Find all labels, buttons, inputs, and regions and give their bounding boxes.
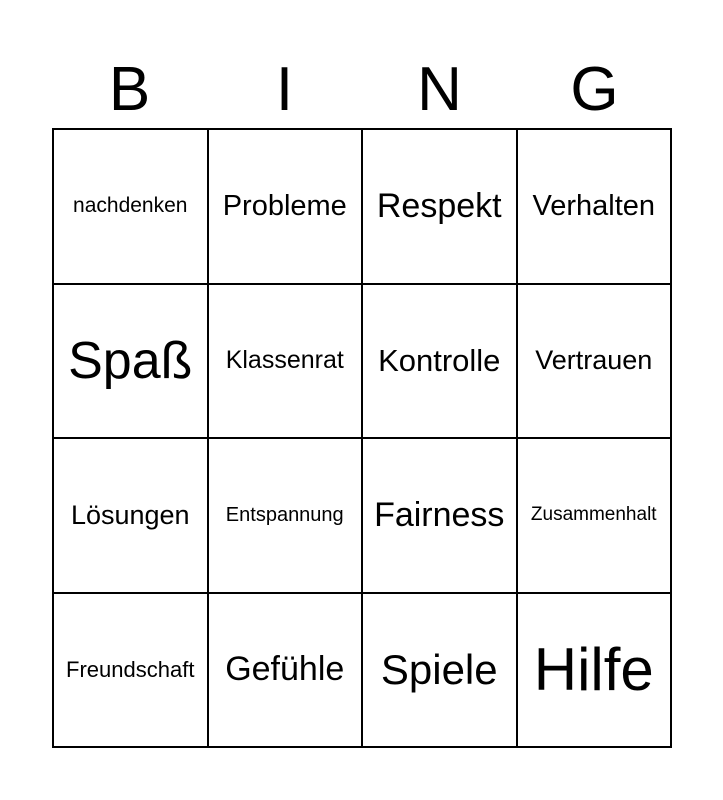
bingo-cell: Freundschaft [54, 594, 209, 749]
header-letter-i: I [275, 55, 294, 124]
bingo-cell: Probleme [209, 130, 364, 285]
bingo-cell: Spiele [363, 594, 518, 749]
bingo-cell: Klassenrat [209, 285, 364, 440]
bingo-cell: Zusammenhalt [518, 439, 673, 594]
header-letter-n: N [417, 55, 462, 124]
bingo-cell: Gefühle [209, 594, 364, 749]
bingo-cell: Hilfe [518, 594, 673, 749]
header-letter-g: G [570, 55, 619, 124]
bingo-cell: Lösungen [54, 439, 209, 594]
bingo-header [52, 52, 672, 128]
bingo-cell: nachdenken [54, 130, 209, 285]
bingo-cell: Spaß [54, 285, 209, 440]
bingo-cell: Respekt [363, 130, 518, 285]
bingo-cell: Fairness [363, 439, 518, 594]
bingo-cell: Kontrolle [363, 285, 518, 440]
bingo-cell: Entspannung [209, 439, 364, 594]
header-letter-b: B [108, 55, 151, 124]
bingo-grid [52, 128, 672, 748]
bingo-cell: Vertrauen [518, 285, 673, 440]
bingo-cell: Verhalten [518, 130, 673, 285]
